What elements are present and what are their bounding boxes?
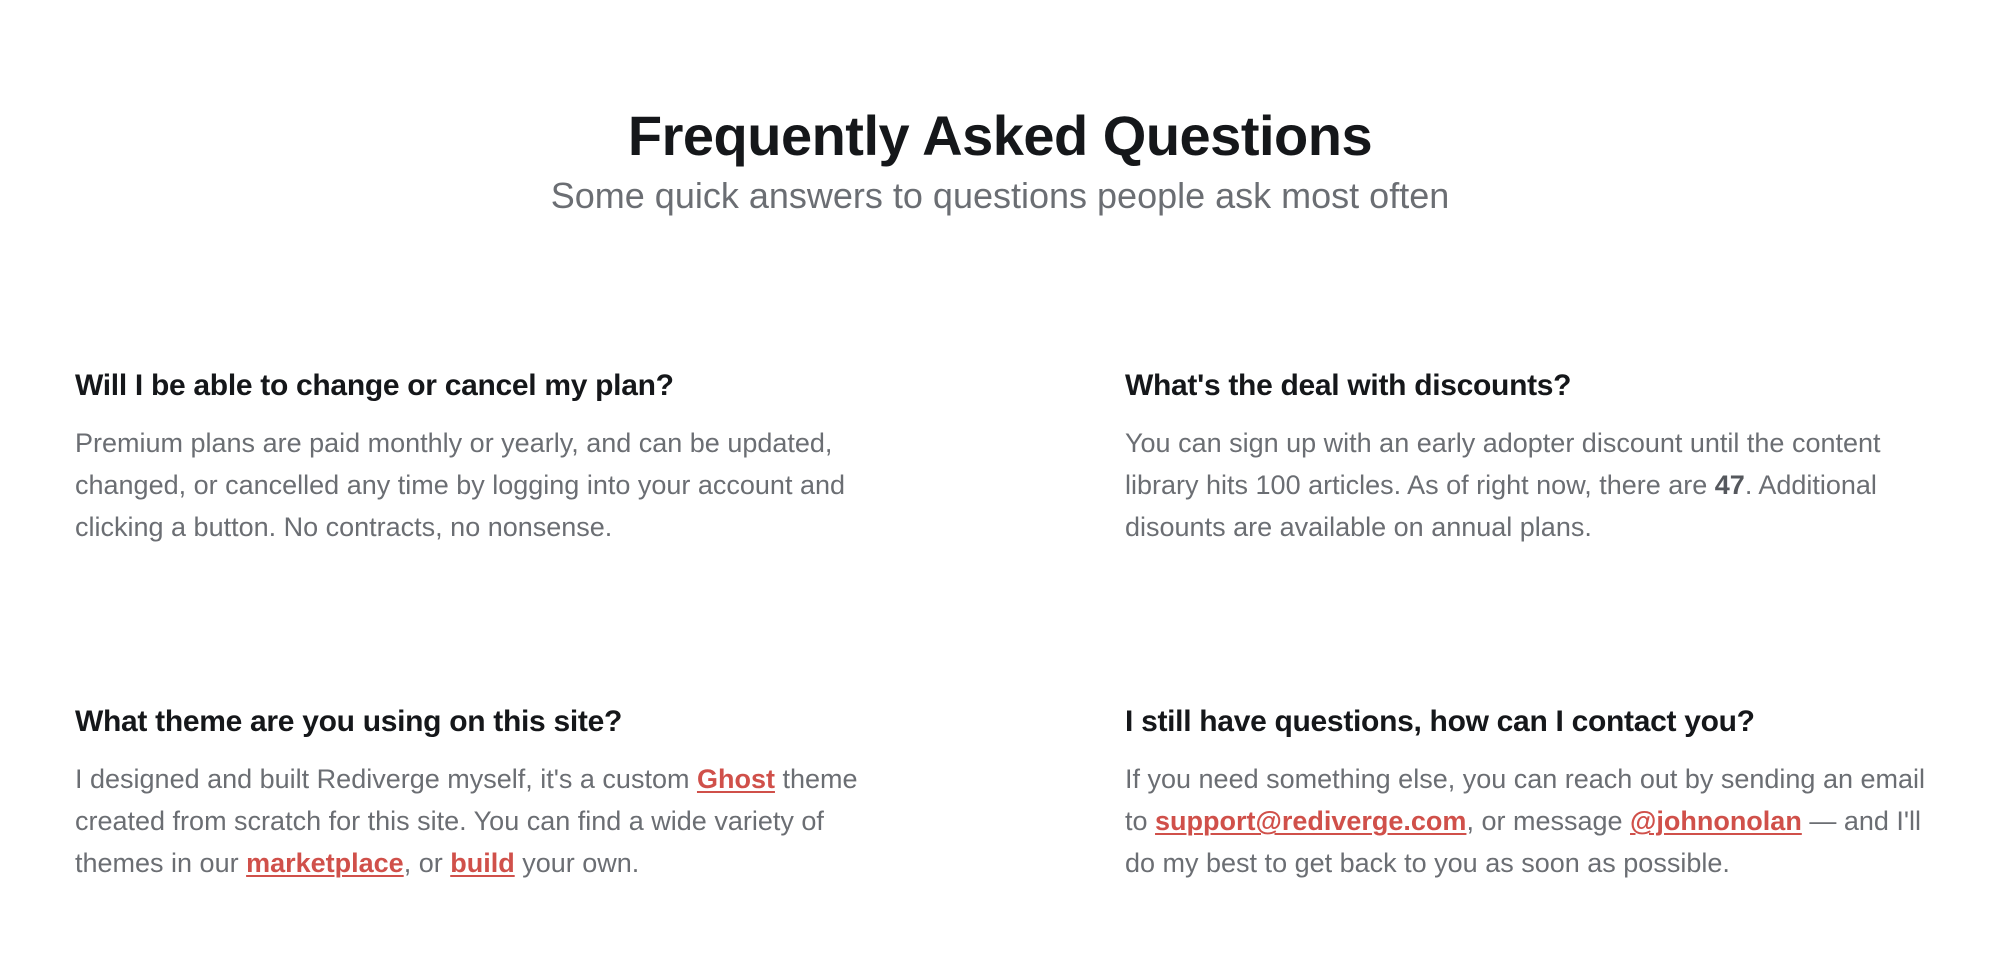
support-email-link[interactable]: support@rediverge.com: [1155, 806, 1467, 836]
faq-question: Will I be able to change or cancel my plan?: [75, 369, 674, 402]
answer-text: , or message: [1466, 806, 1631, 836]
ghost-link[interactable]: Ghost: [696, 764, 775, 794]
faq-answer: [75, 758, 915, 884]
faq-item-discounts: [1125, 366, 1955, 548]
faq-item-contact: [1125, 702, 1955, 884]
answer-text: If you need something else, you can reach out by sending an email to: [1125, 764, 1926, 836]
faq-item-change-cancel-plan: [75, 366, 915, 548]
faq-question: What theme are you using on this site?: [75, 705, 622, 738]
answer-text: , or: [403, 848, 451, 878]
answer-text: your own.: [514, 848, 640, 878]
page-subtitle: Some quick answers to questions people ask most often: [550, 175, 1450, 216]
twitter-handle-link[interactable]: @johnonolan: [1630, 806, 1802, 836]
article-count: 47: [1714, 470, 1745, 500]
answer-text: . Additional disounts are available on annual plans.: [1125, 470, 1877, 542]
faq-answer: [1125, 422, 1955, 548]
faq-header: [0, 100, 2000, 220]
answer-text: You can sign up with an early adopter discount until the content library hits 100 articles. As of right now, there are: [1125, 428, 1881, 500]
page-title: Frequently Asked Questions: [627, 104, 1373, 167]
build-link[interactable]: build: [450, 848, 515, 878]
answer-text: theme created from scratch for this site. You can find a wide variety of themes in our: [75, 764, 858, 878]
answer-text: — and I'll do my best to get back to you as soon as possible.: [1125, 806, 1922, 878]
marketplace-link[interactable]: marketplace: [246, 848, 404, 878]
faq-answer: Premium plans are paid monthly or yearly, and can be updated, changed, or cancelled any time by logging into your account and clicking a button. No contracts, no nonsense.: [75, 428, 846, 542]
faq-answer: [1125, 758, 1955, 884]
answer-text: I designed and built Rediverge myself, it's a custom: [75, 764, 697, 794]
faq-question: What's the deal with discounts?: [1125, 369, 1572, 402]
faq-question: I still have questions, how can I contact you?: [1125, 705, 1755, 738]
faq-item-theme: [75, 702, 915, 884]
